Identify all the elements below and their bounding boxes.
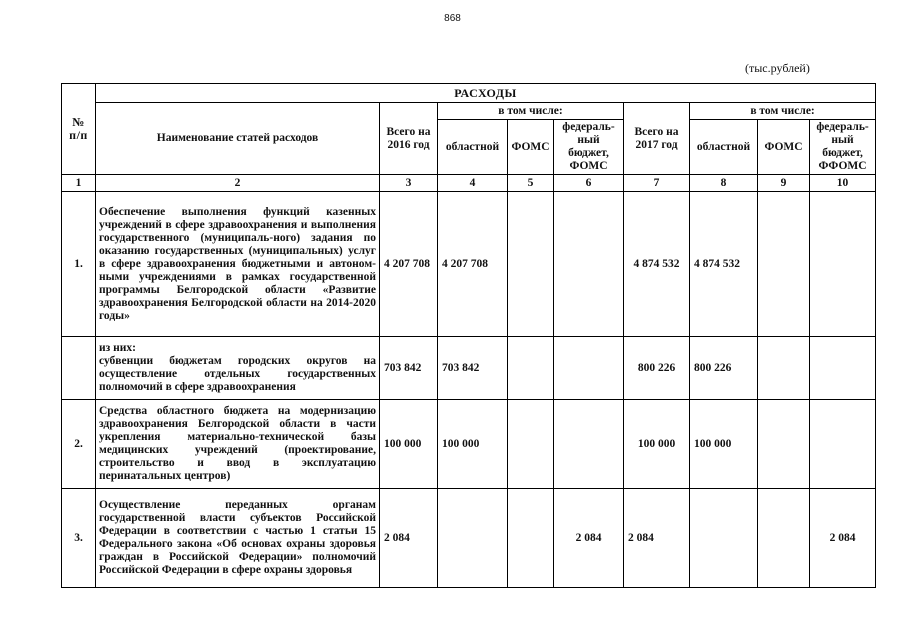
column-number: 1 — [62, 175, 96, 192]
row-num — [62, 337, 96, 400]
column-number: 8 — [690, 175, 758, 192]
cell-foms-2017 — [758, 192, 810, 337]
header-federal-2017: федераль-ный бюджет, ФФОМС — [810, 120, 876, 175]
header-total-2016: Всего на 2016 год — [380, 103, 438, 175]
cell-total-2017: 100 000 — [624, 400, 690, 489]
column-number: 9 — [758, 175, 810, 192]
header-foms-2017: ФОМС — [758, 120, 810, 175]
cell-federal-2016 — [554, 337, 624, 400]
expenses-table — [61, 83, 876, 588]
cell-regional-2016: 4 207 708 — [438, 192, 508, 337]
row-name: Осуществление переданных органам государственной власти субъектов Российской Федерации в соответствии с частью 1 статьи 15 Федерального закона «Об основах охраны здоровья граждан в Российской Федерации» полномочий Российской Федерации в сфере охраны здоровья — [96, 489, 380, 588]
cell-federal-2017 — [810, 337, 876, 400]
cell-foms-2016 — [508, 400, 554, 489]
cell-foms-2017 — [758, 400, 810, 489]
cell-total-2016: 703 842 — [380, 337, 438, 400]
column-number: 6 — [554, 175, 624, 192]
row-name: субвенции бюджетам городских округов на осуществление отдельных государственных полномочий в сфере здравоохранения — [99, 355, 376, 393]
cell-regional-2017 — [690, 489, 758, 588]
header-including-2016: в том числе: — [438, 103, 624, 120]
row-name-prefix: из них: — [99, 342, 136, 354]
row-name-cell — [96, 337, 380, 400]
table-row — [62, 337, 876, 400]
header-federal-2016: федераль-ный бюджет, ФОМС — [554, 120, 624, 175]
page-number: 868 — [444, 13, 461, 24]
cell-federal-2017 — [810, 400, 876, 489]
cell-total-2017: 4 874 532 — [624, 192, 690, 337]
cell-foms-2017 — [758, 337, 810, 400]
cell-total-2017: 2 084 — [624, 489, 690, 588]
cell-foms-2016 — [508, 192, 554, 337]
cell-foms-2017 — [758, 489, 810, 588]
header-foms-2016: ФОМС — [508, 120, 554, 175]
cell-federal-2016: 2 084 — [554, 489, 624, 588]
header-regional-2017: областной — [690, 120, 758, 175]
units-label: (тыс.рублей) — [745, 61, 810, 75]
cell-federal-2016 — [554, 400, 624, 489]
table-row — [62, 400, 876, 489]
header-including-2017: в том числе: — [690, 103, 876, 120]
column-number: 3 — [380, 175, 438, 192]
header-total-2017: Всего на 2017 год — [624, 103, 690, 175]
cell-total-2017: 800 226 — [624, 337, 690, 400]
table-row — [62, 489, 876, 588]
column-number: 4 — [438, 175, 508, 192]
header-name: Наименование статей расходов — [96, 103, 380, 175]
row-num: 2. — [62, 400, 96, 489]
cell-regional-2017: 100 000 — [690, 400, 758, 489]
column-number: 2 — [96, 175, 380, 192]
cell-regional-2016: 703 842 — [438, 337, 508, 400]
cell-foms-2016 — [508, 337, 554, 400]
header-num: № п/п — [62, 84, 96, 175]
row-num: 1. — [62, 192, 96, 337]
cell-federal-2017: 2 084 — [810, 489, 876, 588]
column-number: 7 — [624, 175, 690, 192]
cell-regional-2017: 4 874 532 — [690, 192, 758, 337]
cell-regional-2017: 800 226 — [690, 337, 758, 400]
row-num: 3. — [62, 489, 96, 588]
cell-total-2016: 2 084 — [380, 489, 438, 588]
cell-regional-2016 — [438, 489, 508, 588]
cell-regional-2016: 100 000 — [438, 400, 508, 489]
cell-foms-2016 — [508, 489, 554, 588]
cell-total-2016: 100 000 — [380, 400, 438, 489]
column-number: 5 — [508, 175, 554, 192]
row-name: Обеспечение выполнения функций казенных учреждений в сфере здравоохранения и выполнения государственного (муниципаль-ного) задания по оказанию государственных (муниципальных) услуг в сфере здравоохранения бюджетными и автоном-ными учреждениями в рамках государственной программы Белгородской области «Развитие здравоохранения Белгородской области на 2014-2020 годы» — [96, 192, 380, 337]
column-number-row — [62, 175, 876, 192]
row-name: Средства областного бюджета на модернизацию здравоохранения Белгородской области в части укрепления материально-технической базы медицинских учреждений (проектирование, строительство и ввод в эксплуатацию перинатальных центров) — [96, 400, 380, 489]
cell-total-2016: 4 207 708 — [380, 192, 438, 337]
cell-federal-2016 — [554, 192, 624, 337]
table-row — [62, 192, 876, 337]
cell-federal-2017 — [810, 192, 876, 337]
table-title: РАСХОДЫ — [96, 84, 876, 103]
column-number: 10 — [810, 175, 876, 192]
header-regional-2016: областной — [438, 120, 508, 175]
